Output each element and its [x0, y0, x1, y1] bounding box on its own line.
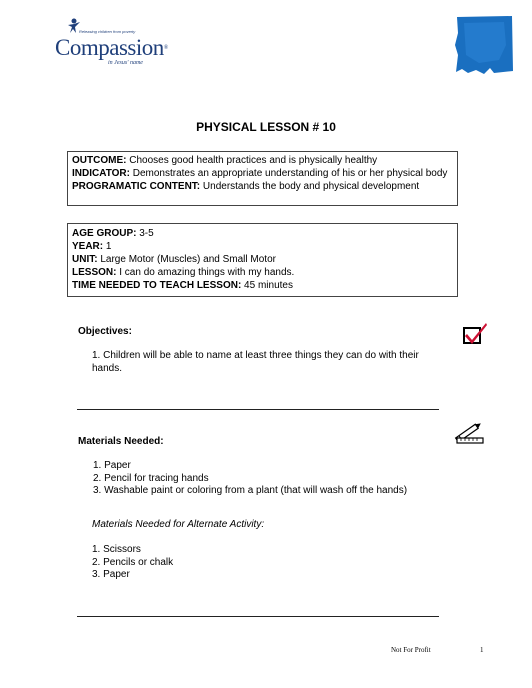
- indicator-label: INDICATOR:: [72, 168, 130, 179]
- blue-paint-patch: [454, 15, 514, 75]
- logo-subtitle: in Jesus' name: [108, 60, 143, 66]
- program-label: PROGRAMATIC CONTENT:: [72, 181, 201, 192]
- alt-material-item-3: 3. Paper: [92, 569, 130, 580]
- age-group-value: 3-5: [136, 228, 154, 239]
- lesson-value: I can do amazing things with my hands.: [116, 267, 295, 278]
- indicator-row: [72, 167, 453, 180]
- outcome-row: [72, 154, 453, 167]
- age-group-label: AGE GROUP:: [72, 228, 137, 239]
- logo-tagline: Releasing children from poverty: [79, 29, 136, 34]
- outcome-label: OUTCOME:: [72, 155, 127, 166]
- checkbox-check-icon: [462, 322, 488, 346]
- outcome-box: [67, 151, 458, 206]
- objective-item-1: 1. Children will be able to name at least three things they can do with their hands.: [92, 350, 419, 374]
- alt-material-item-1: 1. Scissors: [92, 544, 141, 555]
- logo-registered-mark: ®: [163, 45, 168, 51]
- logo-wordmark: [55, 36, 168, 60]
- lesson-info-box: [67, 223, 458, 297]
- unit-value: Large Motor (Muscles) and Small Motor: [97, 254, 276, 265]
- year-value: 1: [103, 241, 112, 252]
- outcome-value: Chooses good health practices and is physically healthy: [126, 155, 378, 166]
- time-needed-label: TIME NEEDED TO TEACH LESSON:: [72, 280, 242, 291]
- indicator-value: Demonstrates an appropriate understanding of his or her physical body: [129, 168, 448, 179]
- lesson-label: LESSON:: [72, 267, 117, 278]
- objectives-heading: Objectives:: [78, 326, 132, 337]
- page-number: 1: [480, 646, 484, 654]
- materials-list: [93, 460, 433, 498]
- material-item-1: 1. Paper: [93, 460, 131, 471]
- program-row: [72, 180, 453, 193]
- year-row: [72, 240, 453, 253]
- time-needed-value: 45 minutes: [241, 280, 293, 291]
- alt-material-item-2: 2. Pencils or chalk: [92, 556, 174, 568]
- section-divider-2: [77, 616, 439, 617]
- compassion-logo: [55, 18, 167, 66]
- lesson-row: [72, 266, 453, 279]
- program-value: Understands the body and physical development: [200, 181, 420, 192]
- section-divider-1: [77, 409, 439, 410]
- pencil-ruler-icon: [451, 421, 485, 445]
- unit-label: UNIT:: [72, 254, 98, 265]
- alternate-materials-list: [92, 544, 173, 582]
- alternate-materials-heading: Materials Needed for Alternate Activity:: [92, 519, 265, 530]
- material-item-2: 2. Pencil for tracing hands: [93, 472, 209, 484]
- unit-row: [72, 253, 453, 266]
- logo-word-text: Compassion: [55, 35, 164, 60]
- materials-heading: Materials Needed:: [78, 436, 164, 447]
- year-label: YEAR:: [72, 241, 104, 252]
- age-group-row: [72, 227, 453, 240]
- material-item-3: 3. Washable paint or coloring from a plant (that will wash off the hands): [93, 485, 408, 496]
- page-title: PHYSICAL LESSON # 10: [196, 120, 336, 134]
- time-needed-row: [72, 279, 453, 292]
- footer-note: Not For Profit: [391, 646, 431, 654]
